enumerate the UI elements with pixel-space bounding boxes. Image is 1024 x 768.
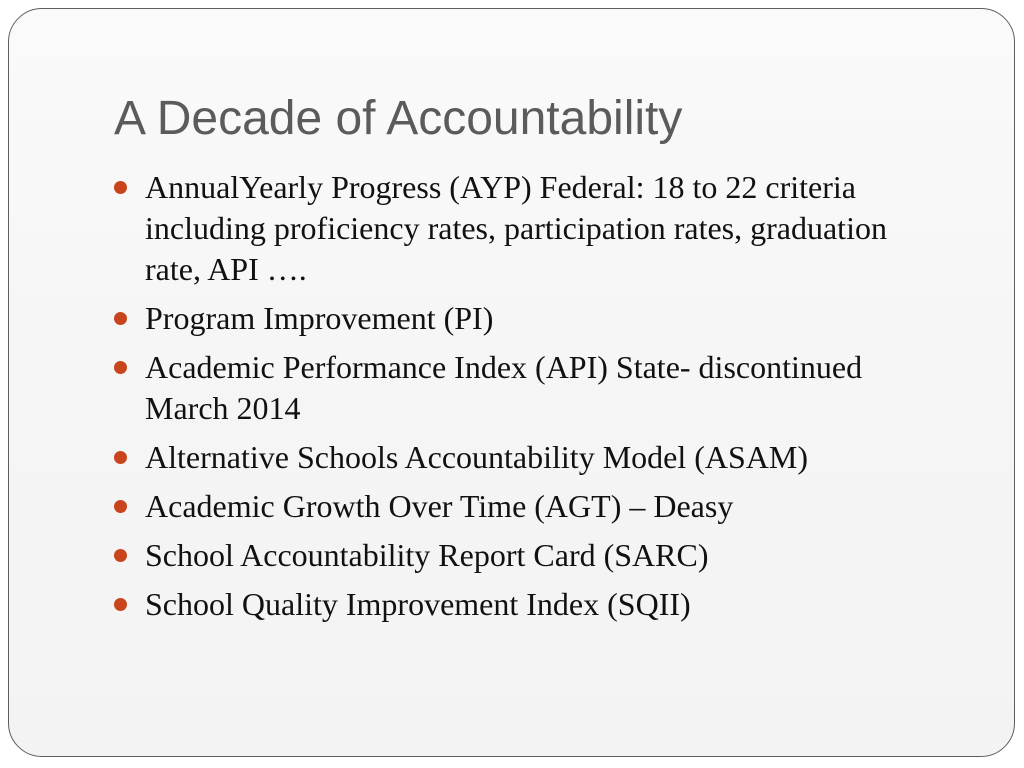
bullet-dot-icon (114, 181, 127, 194)
bullet-dot-icon (114, 598, 127, 611)
bullet-item-pi (113, 298, 913, 339)
bullet-item-sqii (113, 584, 913, 625)
bullet-text: AnnualYearly Progress (AYP) Federal: 18 to 22 criteria including proficiency rates, participation rates, graduation rate, API …. (145, 169, 887, 287)
bullet-dot-icon (114, 312, 127, 325)
bullet-list (113, 167, 913, 633)
slide-title: A Decade of Accountability (114, 92, 683, 145)
bullet-text: Program Improvement (PI) (145, 300, 494, 336)
bullet-dot-icon (114, 451, 127, 464)
bullet-text: School Accountability Report Card (SARC) (145, 537, 709, 573)
bullet-item-asam (113, 437, 913, 478)
bullet-item-sarc (113, 535, 913, 576)
bullet-text: School Quality Improvement Index (SQII) (145, 586, 691, 622)
bullet-text: Academic Growth Over Time (AGT) – Deasy (145, 488, 734, 524)
bullet-item-agt (113, 486, 913, 527)
bullet-text: Academic Performance Index (API) State- discontinued March 2014 (145, 349, 863, 426)
bullet-dot-icon (114, 549, 127, 562)
bullet-text: Alternative Schools Accountability Model (ASAM) (145, 439, 809, 475)
bullet-dot-icon (114, 500, 127, 513)
bullet-item-api (113, 347, 913, 429)
bullet-item-ayp (113, 167, 913, 290)
slide (8, 8, 1015, 757)
bullet-dot-icon (114, 361, 127, 374)
